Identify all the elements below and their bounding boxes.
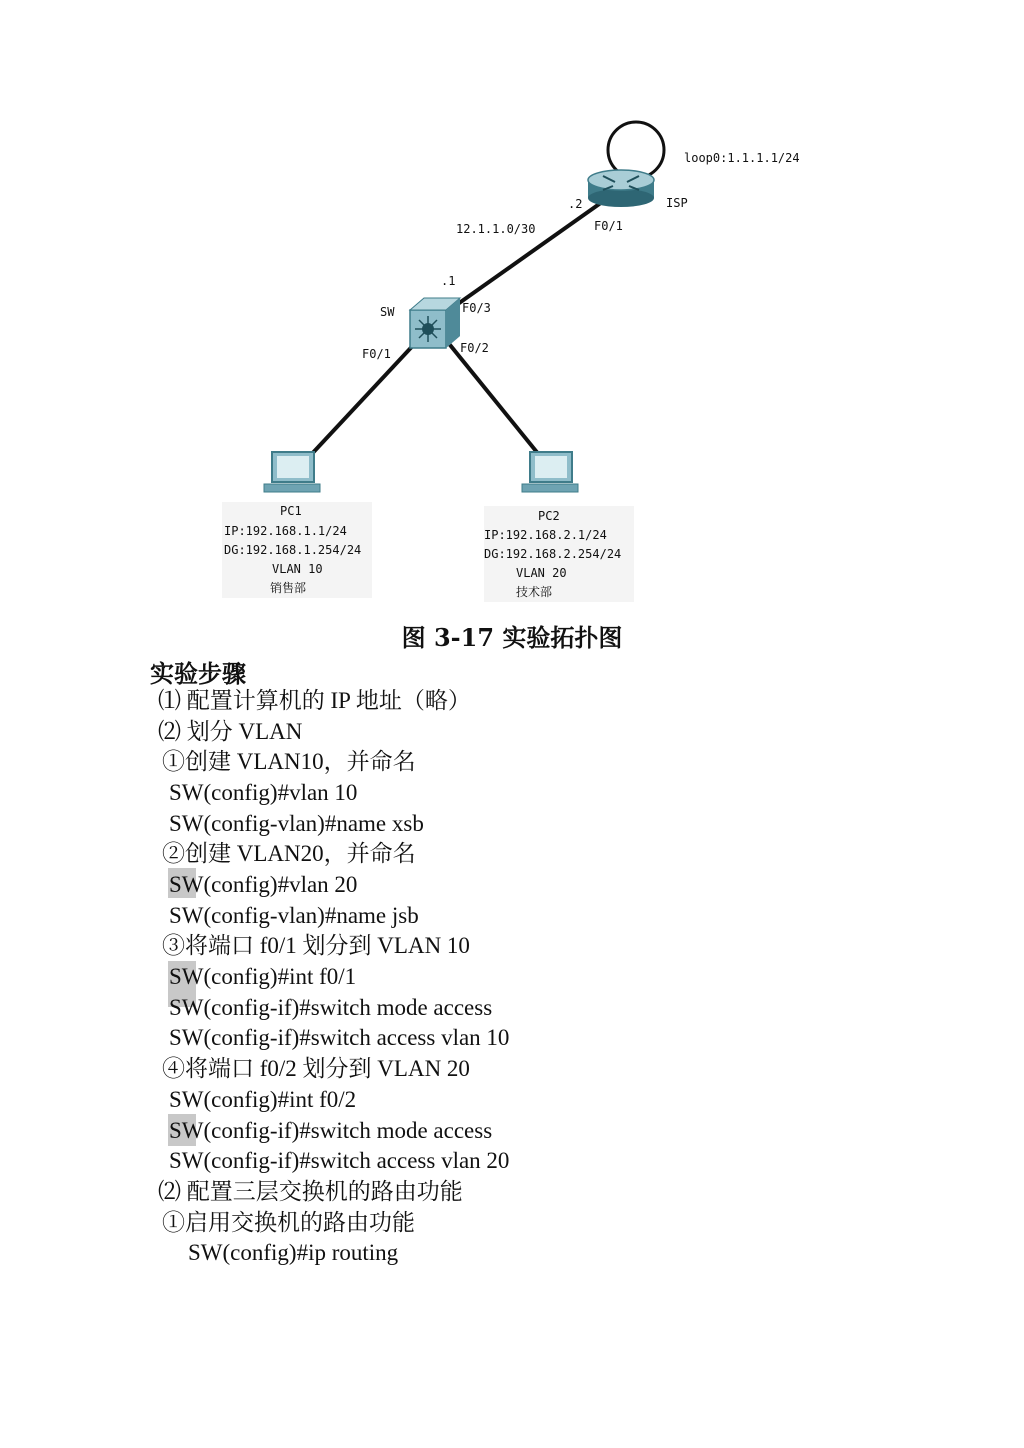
pc2-vlan-label: VLAN 20: [516, 566, 567, 580]
sw-name-label: SW: [380, 305, 395, 319]
step-line: ④将端口 f0/2 划分到 VLAN 20: [162, 1056, 470, 1081]
command-line: SW(config)#vlan 10: [169, 780, 358, 805]
step-line: ⑴ 配置计算机的 IP 地址（略）: [158, 688, 471, 713]
figure-caption: 图 3-17 实验拓扑图: [401, 623, 623, 652]
command-line: SW(config-if)#switch access vlan 10: [169, 1025, 510, 1050]
step-line: ①启用交换机的路由功能: [162, 1210, 415, 1235]
command-line: SW(config-if)#switch mode access: [169, 1118, 493, 1143]
router-icon: [588, 170, 654, 207]
command-line: SW(config)#vlan 20: [169, 872, 358, 897]
command-line: SW(config)#int f0/1: [169, 964, 357, 989]
pc2-dg-label: DG:192.168.2.254/24: [484, 547, 622, 561]
pc1-ip-label: IP:192.168.1.1/24: [224, 524, 347, 538]
section-heading: 实验步骤: [150, 659, 246, 688]
pc1-vlan-label: VLAN 10: [272, 562, 323, 576]
pc2-ip-label: IP:192.168.2.1/24: [484, 528, 607, 542]
pc2-dept-label: 技术部: [516, 585, 553, 599]
command-line: SW(config)#int f0/2: [169, 1087, 357, 1112]
sw-uplink-ip-label: .1: [441, 274, 456, 288]
command-line: SW(config-if)#switch access vlan 20: [169, 1148, 510, 1173]
command-line: SW(config-vlan)#name jsb: [169, 903, 419, 928]
isp-name-label: ISP: [666, 196, 688, 210]
isp-sw-link: [438, 195, 612, 318]
step-line: ⑵ 划分 VLAN: [158, 719, 303, 744]
pc1-computer-icon: [264, 452, 320, 492]
pc1-dept-label: 销售部: [270, 581, 307, 595]
isp-loopback-label: loop0:1.1.1.1/24: [684, 151, 800, 165]
link-network-label: 12.1.1.0/30: [456, 222, 536, 236]
step-line: ⑵ 配置三层交换机的路由功能: [158, 1179, 463, 1204]
topology-diagram: [0, 0, 1024, 615]
command-line: SW(config)#ip routing: [188, 1240, 399, 1265]
step-line: ③将端口 f0/1 划分到 VLAN 10: [162, 933, 470, 958]
pc2-name-label: PC2: [538, 509, 560, 523]
step-line: ②创建 VLAN20，并命名: [162, 841, 416, 866]
sw-pc2-link: [446, 340, 540, 456]
command-line: SW(config-if)#switch mode access: [169, 995, 493, 1020]
isp-link-ip-label: .2: [568, 197, 583, 211]
isp-port-label: F0/1: [594, 219, 623, 233]
pc2-computer-icon: [522, 452, 578, 492]
sw-port-uplink-label: F0/3: [462, 301, 491, 315]
command-line: SW(config-vlan)#name xsb: [169, 811, 424, 836]
switch-icon: [410, 298, 460, 348]
sw-port-left-label: F0/1: [362, 347, 391, 361]
sw-port-right-label: F0/2: [460, 341, 489, 355]
pc1-name-label: PC1: [280, 504, 302, 518]
step-line: ①创建 VLAN10，并命名: [162, 749, 416, 774]
pc1-dg-label: DG:192.168.1.254/24: [224, 543, 362, 557]
